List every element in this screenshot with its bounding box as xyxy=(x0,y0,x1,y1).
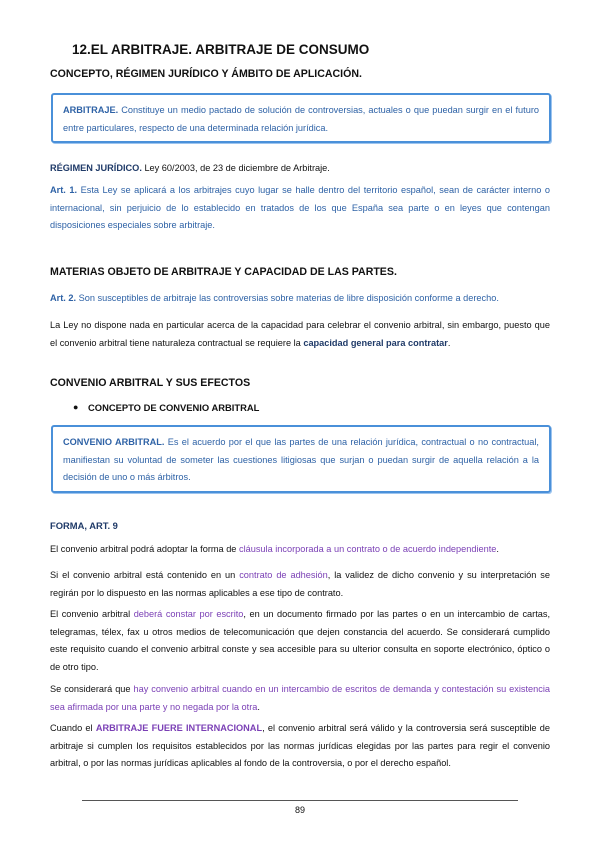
article-2-label: Art. 2. xyxy=(50,293,77,303)
footer-rule xyxy=(82,800,518,801)
para2-highlight: contrato de adhesión xyxy=(239,570,328,580)
paragraph-internacional xyxy=(50,720,550,773)
regimen-label: RÉGIMEN JURÍDICO. xyxy=(50,163,142,173)
para5-highlight: ARBITRAJE FUERE INTERNACIONAL xyxy=(95,723,263,733)
para1-highlight: cláusula incorporada a un contrato o de acuerdo independiente xyxy=(238,544,497,554)
para3-highlight: deberá constar por escrito xyxy=(133,609,244,619)
page-number: 89 xyxy=(294,805,305,815)
capacidad-end: . xyxy=(447,337,451,348)
para2-a: Si el convenio arbitral está contenido en un xyxy=(50,570,240,580)
para4-a: Se considerará que xyxy=(50,684,134,694)
capacidad-paragraph xyxy=(50,317,550,352)
bullet-concepto: CONCEPTO DE CONVENIO ARBITRAL xyxy=(88,402,260,413)
para5-a: Cuando el xyxy=(50,723,96,733)
para1-a: El convenio arbitral podrá adoptar la forma de xyxy=(50,544,239,554)
definition-convenio xyxy=(63,434,539,487)
article-1-label: Art. 1. xyxy=(50,185,78,195)
para4-highlight: hay convenio arbitral cuando en un intercambio de escritos de demanda y contestación su existencia sea afirmada por una parte y no negada por la otra xyxy=(50,684,551,712)
paragraph-adhesion xyxy=(50,567,550,602)
forma-heading: FORMA, ART. 9 xyxy=(50,520,118,531)
definition-text: Constituye un medio pactado de solución de controversias, actuales o que puedan surgir en el futuro entre particulares, respecto de una determinada relación jurídica. xyxy=(63,105,539,133)
term-arbitraje: ARBITRAJE. xyxy=(63,105,119,115)
para2-c: , la validez de dicho convenio y su interpretación se regirán por lo dispuesto en las normas aplicables a ese tipo de contrato. xyxy=(50,570,550,598)
definition-convenio-text: Es el acuerdo por el que las partes de una relación jurídica, contractual o no contractual, manifiestan su voluntad de someter las cuestiones litigiosas que surjan o puedan surgir de aquella relación a la decisión de uno o más árbitros. xyxy=(63,437,539,482)
capacidad-highlight: capacidad general para contratar xyxy=(303,337,448,348)
para5-c: , el convenio arbitral será válido y la controversia será susceptible de arbitraje si cumplen los requisitos establecidos por las normas jurídicas elegidas por las partes para regir el convenio arbitral, o por las normas jurídicas aplicables al fondo de la controversia, o por el derecho español. xyxy=(50,723,550,768)
article-1 xyxy=(50,182,550,235)
article-2-text: Son susceptibles de arbitraje las controversias sobre materias de libre disposición conforme a derecho. xyxy=(76,293,499,303)
definition-box-convenio xyxy=(51,425,551,493)
article-2 xyxy=(50,290,550,308)
article-1-text: Esta Ley se aplicará a los arbitrajes cuyo lugar se halle dentro del territorio español, sean de carácter interno o internacional, sin perjuicio de lo establecido en tratados de los que España sea parte o en leyes que contengan disposiciones especiales sobre arbitraje. xyxy=(50,185,550,230)
paragraph-escrito xyxy=(50,606,550,676)
paragraph-intercambio xyxy=(50,681,550,716)
regimen-juridico xyxy=(50,160,550,178)
para3-a: El convenio arbitral xyxy=(50,609,134,619)
term-convenio: CONVENIO ARBITRAL. xyxy=(63,437,165,447)
section-heading-materias: MATERIAS OBJETO DE ARBITRAJE Y CAPACIDAD DE LAS PARTES. xyxy=(50,266,397,278)
page-title: 12.EL ARBITRAJE. ARBITRAJE DE CONSUMO xyxy=(72,42,370,57)
definition-box-arbitraje xyxy=(51,93,551,143)
paragraph-forma xyxy=(50,541,550,559)
para4-c: . xyxy=(257,701,260,712)
para3-c: , en un documento firmado por las partes o en un intercambio de cartas, telegramas, télex, fax u otros medios de telecomunicación que dejen constancia del acuerdo. Se considerará cumplido este requisito cuando el convenio arbitral conste y sea accesible para su ulterior consulta en soporte electrónico, óptico o de otro tipo. xyxy=(50,609,551,672)
regimen-text: Ley 60/2003, de 23 de diciembre de Arbitraje. xyxy=(141,163,330,173)
para1-c: . xyxy=(496,544,499,554)
definition-arbitraje xyxy=(63,102,539,137)
capacidad-text: La Ley no dispone nada en particular acerca de la capacidad para celebrar el convenio arbitral, sin embargo, puesto que el convenio arbitral tiene naturaleza contractual se requiere la xyxy=(50,320,550,348)
section-heading-convenio: CONVENIO ARBITRAL Y SUS EFECTOS xyxy=(50,377,251,389)
bullet-icon: ● xyxy=(73,402,79,412)
section-heading-concepto: CONCEPTO, RÉGIMEN JURÍDICO Y ÁMBITO DE APLICACIÓN. xyxy=(50,68,362,80)
